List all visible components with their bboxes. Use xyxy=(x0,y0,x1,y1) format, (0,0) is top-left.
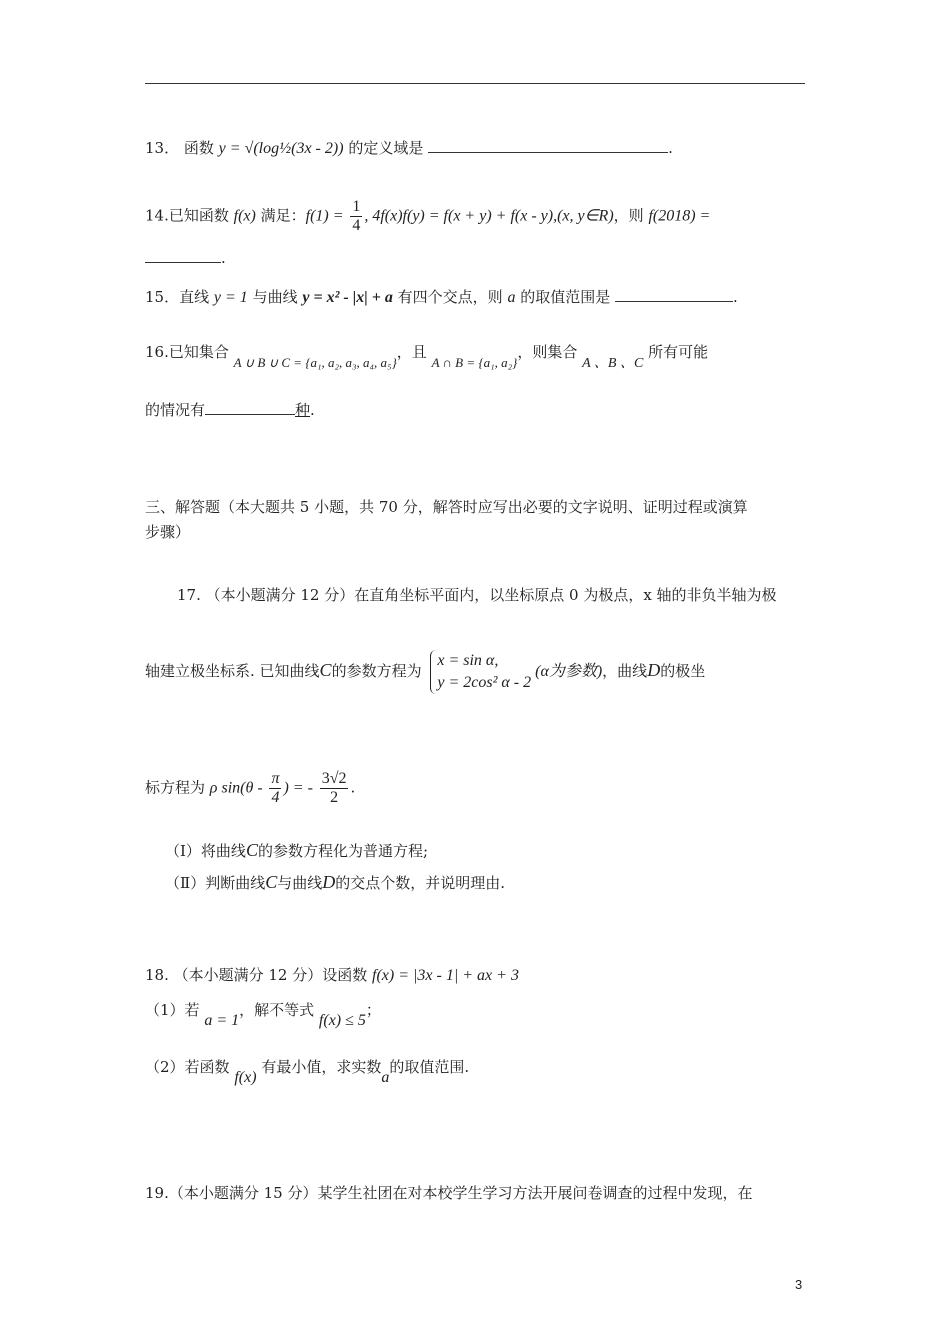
q15-lead: 直线 xyxy=(179,288,210,306)
q18-fx: f(x) xyxy=(234,1069,257,1086)
q13-answer-blank xyxy=(428,138,668,153)
q18-a-equals-1: a = 1 xyxy=(204,1012,240,1029)
q18-p2c: 的取值范围. xyxy=(389,1058,470,1076)
q13-formula: y = √(log½(3x - 2)) xyxy=(218,140,344,157)
q18-p1a: （1）若 xyxy=(145,1001,200,1019)
section-3-line1: 三、解答题（本大题共 5 小题，共 70 分，解答时应写出必要的文字说明、证明过程或演算 xyxy=(145,498,748,516)
q15-tail: 有四个交点，则 xyxy=(397,288,503,306)
q14-frac-num: 1 xyxy=(352,198,361,215)
q17-line3a: 标方程为 xyxy=(145,778,206,797)
q18-p1b: ，解不等式 xyxy=(239,1001,315,1019)
q16-number: 16. xyxy=(145,343,169,361)
question-16 xyxy=(145,342,709,371)
question-14-answer xyxy=(145,248,226,268)
q17-param-note: (α为参数) xyxy=(535,663,603,680)
q17-curve-c: C xyxy=(319,660,332,680)
question-16-line2 xyxy=(145,400,315,420)
q16-mid: ，且 xyxy=(396,343,427,361)
q15-tail2: 的取值范围是 xyxy=(520,288,611,306)
q14-cond: 满足： xyxy=(260,206,306,225)
q16-intersection: A ∩ B = {a₁, a₂} xyxy=(431,355,518,370)
q16-unit: 种 xyxy=(295,401,311,419)
q17-sys-x: x = sin α, xyxy=(437,652,499,669)
q17-part2-c: C xyxy=(265,872,278,892)
q17-part-2 xyxy=(165,872,505,893)
section-3-heading-cont xyxy=(145,522,190,542)
q17-pi: π xyxy=(271,770,280,787)
q17-part1a: （Ⅰ）将曲线 xyxy=(165,842,246,860)
question-18 xyxy=(145,965,519,986)
q17-part1-c: C xyxy=(245,840,258,860)
q14-tail: ，则 xyxy=(613,206,644,225)
q18-part-1 xyxy=(145,1000,381,1029)
q15-line: y = 1 xyxy=(213,289,248,306)
q18-p1c: ； xyxy=(365,1001,381,1019)
q16-end: . xyxy=(310,401,315,419)
q16-answer-blank xyxy=(205,400,295,415)
q18-line1a: 18. （本小题满分 12 分）设函数 xyxy=(145,966,368,984)
q17-part2a: （Ⅱ）判断曲线 xyxy=(165,874,266,892)
q17-polar-mid: ) = - xyxy=(283,779,313,797)
q17-line3b: . xyxy=(350,778,356,797)
question-13 xyxy=(145,138,673,159)
q15-end: . xyxy=(733,288,738,306)
q15-number: 15． xyxy=(145,288,180,306)
q14-equation: , 4f(x)f(y) = f(x + y) + f(x - y),(x, y∈R) xyxy=(364,207,614,225)
q16-union: A ∪ B ∪ C = {a₁, a₂, a₃, a₄, a₅} xyxy=(233,355,397,370)
q13-number: 13． xyxy=(145,139,180,157)
q14-ask: f(2018) = xyxy=(648,207,711,225)
q14-lead: 已知函数 xyxy=(168,206,229,225)
section-3-heading xyxy=(145,497,748,517)
q17-line2d: 的极坐 xyxy=(660,662,706,680)
q17-line2a: 轴建立极坐标系. 已知曲线 xyxy=(145,662,320,680)
question-17-line3 xyxy=(145,770,355,820)
q17-line2b: 的参数方程为 xyxy=(331,662,422,680)
q14-frac-den: 4 xyxy=(352,217,361,234)
q15-mid: 与曲线 xyxy=(252,288,298,306)
q14-number: 14. xyxy=(145,206,169,225)
q15-a: a xyxy=(507,289,516,306)
q14-f1: f(1) = xyxy=(305,207,344,225)
q13-lead: 函数 xyxy=(183,139,214,157)
q18-a: a xyxy=(381,1069,390,1086)
q15-answer-blank xyxy=(615,287,733,302)
q14-fraction xyxy=(350,198,362,235)
q17-four: 4 xyxy=(271,789,280,806)
question-17-line2 xyxy=(145,650,705,710)
section-3-line2: 步骤） xyxy=(145,523,191,541)
q17-pi-fraction xyxy=(269,770,281,807)
q19-line1: 19.（本小题满分 15 分）某学生社团在对本校学生学习方法开展问卷调查的过程中发现，在 xyxy=(145,1184,753,1202)
page-number: 3 xyxy=(795,1277,803,1292)
q17-rhs-num: 3√2 xyxy=(321,770,347,787)
q17-sys-y: y = 2cos² α - 2 xyxy=(437,674,532,691)
q14-answer-blank xyxy=(145,248,221,263)
q17-curve-d: D xyxy=(647,660,661,680)
q17-param-system xyxy=(430,650,531,694)
q18-function: f(x) = |3x - 1| + ax + 3 xyxy=(372,967,519,984)
q14-end: . xyxy=(221,249,226,267)
q16-lead: 已知集合 xyxy=(168,343,229,361)
q16-tail2: 所有可能 xyxy=(648,343,709,361)
question-15 xyxy=(145,287,738,308)
question-19 xyxy=(145,1183,752,1203)
q17-rhs-fraction xyxy=(320,770,349,807)
q17-part-1 xyxy=(165,840,428,861)
q18-part-2 xyxy=(145,1057,470,1086)
q17-part2-d: D xyxy=(322,872,336,892)
q17-polar-left: ρ sin(θ - xyxy=(209,779,263,797)
q16-tail: ，则集合 xyxy=(517,343,578,361)
q17-rhs-den: 2 xyxy=(330,789,339,806)
q17-part2c: 的交点个数，并说明理由. xyxy=(335,874,506,892)
q16-line2: 的情况有 xyxy=(145,401,206,419)
question-17 xyxy=(177,585,777,605)
q18-p2a: （2）若函数 xyxy=(145,1058,230,1076)
question-14 xyxy=(145,198,710,235)
q17-part1b: 的参数方程化为普通方程; xyxy=(257,842,429,860)
q13-end: . xyxy=(668,139,673,157)
q16-sets: A 、B 、C xyxy=(582,356,644,371)
q13-tail: 的定义域是 xyxy=(348,139,424,157)
q17-part2b: 与曲线 xyxy=(277,874,323,892)
q15-curve: y = x² - |x| + a xyxy=(302,289,393,306)
q14-fx: f(x) xyxy=(233,207,256,225)
q17-line1: 17. （本小题满分 12 分）在直角坐标平面内，以坐标原点 0 为极点，x 轴的非负半轴为极 xyxy=(177,586,777,604)
header-rule xyxy=(145,83,805,84)
q18-inequality: f(x) ≤ 5 xyxy=(318,1012,366,1029)
q17-line2c: ，曲线 xyxy=(602,662,648,680)
q18-p2b: 有最小值，求实数 xyxy=(261,1058,382,1076)
